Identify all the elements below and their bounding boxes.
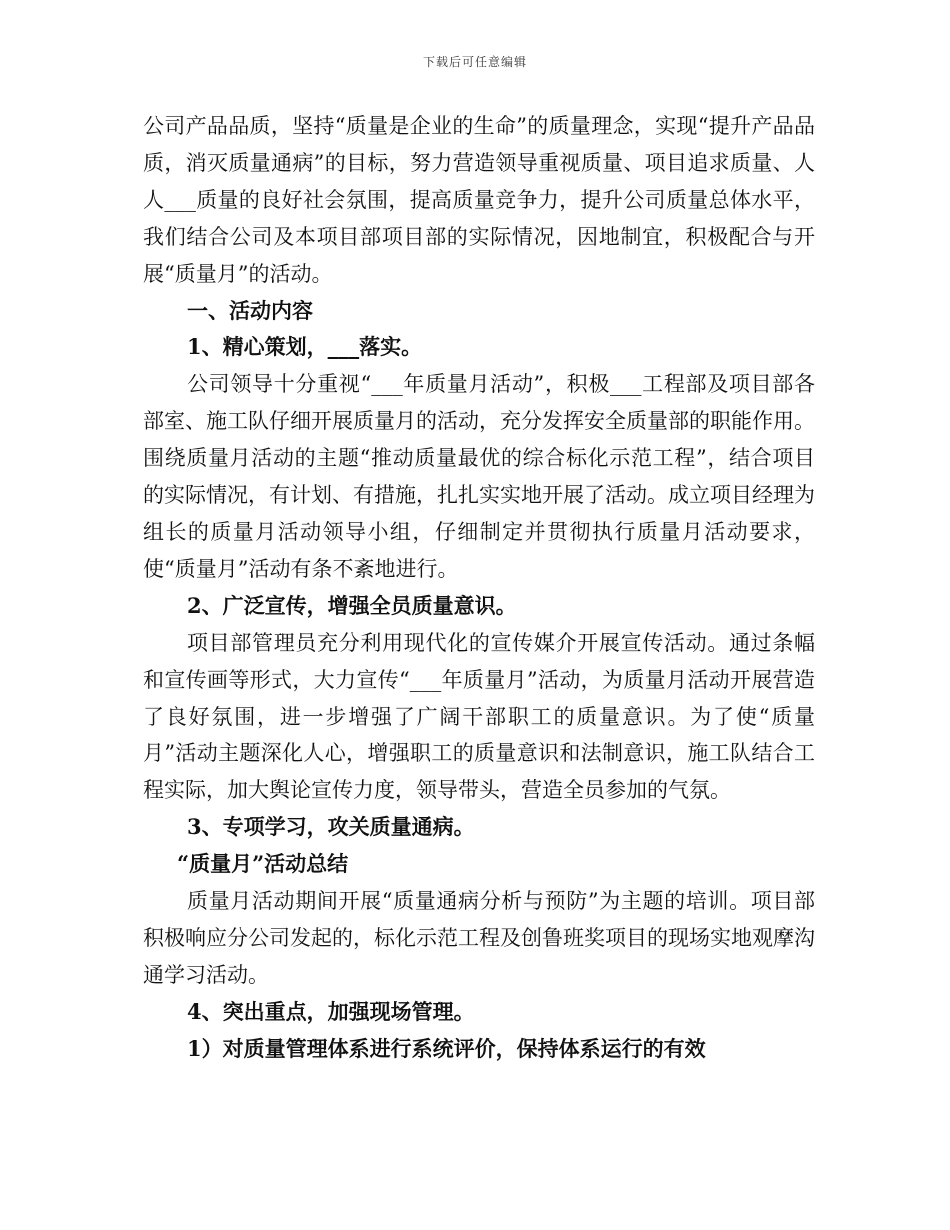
subheading-study: 3、专项学习，攻关质量通病。 [187,814,475,840]
section-heading-activity-content: 一、活动内容 [187,297,313,323]
subheading-planning: 1、精心策划，___落实。 [187,334,423,360]
paragraph-planning: 公司领导十分重视“___年质量月活动”，积极___工程部及项目部各部室、施工队仔细开展质量月的活动，充分发挥安全质量部的职能作用。围绕质量月活动的主题“推动质量最优的综合标化示范工程”，结合项目的实际情况，有计划、有措施，扎扎实实地开展了活动。成立项目经理为组长的质量月活动领导小组，仔细制定并贯彻执行质量月活动要求，使“质量月”活动有条不紊地进行。 [143,372,815,581]
paragraph-publicity: 项目部管理员充分利用现代化的宣传媒介开展宣传活动。通过条幅和宣传画等形式，大力宣传“___年质量月”活动，为质量月活动开展营造了良好氛围，进一步增强了广阔干部职工的质量意识。为了使“质量月”活动主题深化人心，增强职工的质量意识和法制意识，施工队结合工程实际，加大舆论宣传力度，领导带头，营造全员参加的气氛。 [143,630,815,803]
subheading-site-management: 4、突出重点，加强现场管理。 [187,998,475,1024]
item-system-evaluation: 1）对质量管理体系进行系统评价，保持体系运行的有效 [187,1035,706,1061]
paragraph-study: 质量月活动期间开展“质量通病分析与预防”为主题的培训。项目部积极响应分公司发起的，标化示范工程及创鲁班奖项目的现场实地观摩沟通学习活动。 [143,889,815,987]
intro-paragraph: 公司产品品质，坚持“质量是企业的生命”的质量理念，实现“提升产品品质，消灭质量通病”的目标，努力营造领导重视质量、项目追求质量、人人___质量的良好社会氛围，提高质量竞争力，提升公司质量总体水平，我们结合公司及本项目部项目部的实际情况，因地制宜，积极配合与开展“质量月”的活动。 [143,114,815,286]
subheading-publicity: 2、广泛宣传，增强全员质量意识。 [187,592,517,618]
document-body [143,108,815,1068]
document-title-summary: “质量月”活动总结 [177,851,349,877]
page-header-note: 下载后可任意编辑 [422,55,527,69]
